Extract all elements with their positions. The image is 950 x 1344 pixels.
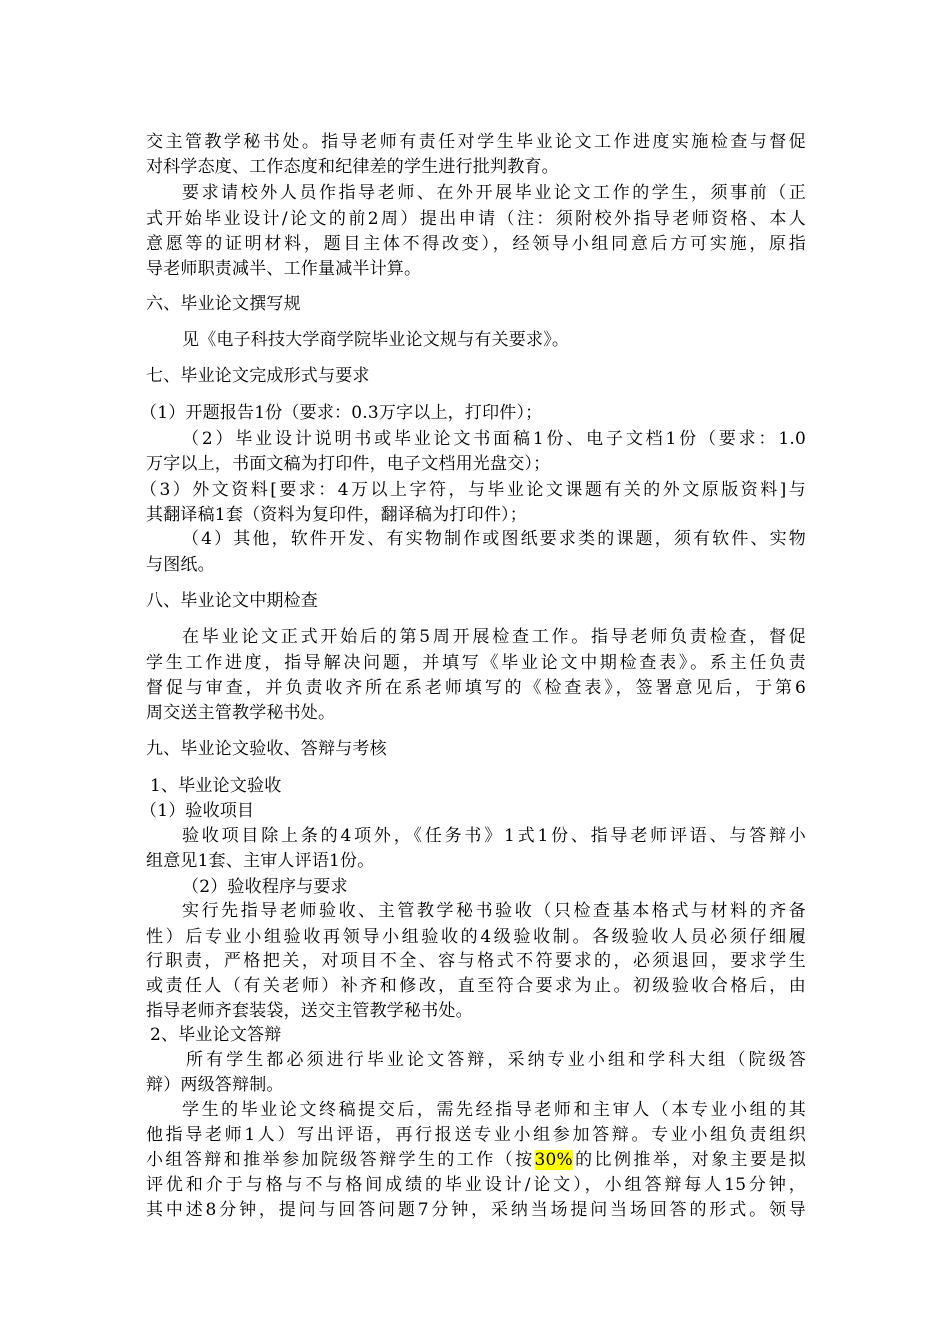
list-item-4: （4）其他，软件开发、有实物制作或图纸要求类的课题，须有软件、实物 <box>182 529 806 549</box>
list-item-2: （2）毕业设计说明书或毕业论文书面稿1份、电子文档1份（要求：1.0 <box>182 429 806 449</box>
paragraph-line: 评优和介于与格与不与格间成绩的毕业设计/论文），小组答辩每人15分钟， <box>146 1175 806 1195</box>
paragraph-line: 他指导老师1人）写出评语，再行报送专业小组参加答辩。专业小组负责组织 <box>146 1125 806 1145</box>
paragraph-line: 其翻译稿1套（资料为复印件，翻译稿为打印件）； <box>146 505 527 525</box>
paragraph-line: 周交送主管教学秘书处。 <box>146 703 336 723</box>
paragraph-line: 其中述8分钟，提问与回答问题7分钟，采纳当场提问当场回答的形式。领导 <box>146 1200 806 1220</box>
paragraph-line: 指导老师齐套装袋，送交主管教学秘书处。 <box>146 1001 473 1021</box>
line-text: 小组答辩和推举参加院级答辩学生的工作（按 <box>146 1150 535 1170</box>
paragraph-line: 在毕业论文正式开始后的第5周开展检查工作。指导老师负责检查，督促 <box>182 627 806 647</box>
paragraph-line: 学生的毕业论文终稿提交后，需先经指导老师和主审人（本专业小组的其 <box>182 1100 806 1120</box>
subsection-heading: 2、毕业论文答辩 <box>150 1025 282 1045</box>
paragraph-line: 组意见1套、主审人评语1份。 <box>146 851 375 871</box>
paragraph-line: 与图纸。 <box>146 555 215 575</box>
paragraph-line: 见《电子科技大学商学院毕业论文规与有关要求》。 <box>182 330 570 350</box>
paragraph-line: 交主管教学秘书处。指导老师有责任对学生毕业论文工作进度实施检查与督促 <box>146 132 806 152</box>
highlighted-text: 30% <box>534 1150 573 1170</box>
paragraph-line: 实行先指导老师验收、主管教学秘书验收（只检查基本格式与材料的齐备 <box>182 901 806 921</box>
paragraph-line: 行职责，严格把关，对项目不全、容与格式不符要求的，必须退回，要求学生 <box>146 951 806 971</box>
section-heading-8: 八、毕业论文中期检查 <box>146 591 318 611</box>
paragraph-line: 意愿等的证明材料，题目主体不得改变），经领导小组同意后方可实施，原指 <box>146 234 806 254</box>
paragraph-line: 所有学生都必须进行毕业论文答辩，采纳专业小组和学科大组（院级答 <box>186 1050 806 1070</box>
paragraph-line: 对科学态度、工作态度和纪律差的学生进行批判教育。 <box>146 157 559 177</box>
paragraph-line: 验收项目除上条的4项外，《任务书》1式1份、指导老师评语、与答辩小 <box>182 826 806 846</box>
section-heading-6: 六、毕业论文撰写规 <box>146 294 301 314</box>
paragraph-line: 或责任人（有关老师）补齐和修改，直至符合要求为止。初级验收合格后，由 <box>146 976 806 996</box>
paragraph-line: 性）后专业小组验收再领导小组验收的4级验收制。各级验收人员必须仔细履 <box>146 927 806 947</box>
paragraph-line-highlighted <box>146 1149 806 1171</box>
subsection-heading: （1）验收项目 <box>140 801 255 821</box>
paragraph-line: 学生工作进度，指导解决问题，并填写《毕业论文中期检查表》。系主任负责 <box>146 653 806 673</box>
subsection-heading: 1、毕业论文验收 <box>150 776 282 796</box>
section-heading-9: 九、毕业论文验收、答辩与考核 <box>146 739 387 759</box>
paragraph-line: 要求请校外人员作指导老师、在外开展毕业论文工作的学生，须事前（正 <box>182 183 806 203</box>
paragraph-line: 督促与审查，并负责收齐所在系老师填写的《检查表》，签署意见后，于第6 <box>146 678 806 698</box>
paragraph-line: 式开始毕业设计/论文的前2周）提出申请（注：须附校外指导老师资格、本人 <box>146 209 806 229</box>
section-heading-7: 七、毕业论文完成形式与要求 <box>146 366 370 386</box>
list-item-3: （3）外文资料[要求：4万以上字符，与毕业论文课题有关的外文原版资料]与 <box>140 480 806 500</box>
list-item-1: （1）开题报告1份（要求：0.3万字以上，打印件）； <box>140 403 543 423</box>
line-text: 的比例推举，对象主要是拟 <box>572 1150 807 1170</box>
paragraph-line: 万字以上，书面文稿为打印件，电子文档用光盘交）； <box>146 454 551 474</box>
paragraph-line: 导老师职责减半、工作量减半计算。 <box>146 259 422 279</box>
paragraph-line: 辩）两级答辩制。 <box>146 1075 284 1095</box>
subsection-heading: （2）验收程序与要求 <box>182 877 348 897</box>
